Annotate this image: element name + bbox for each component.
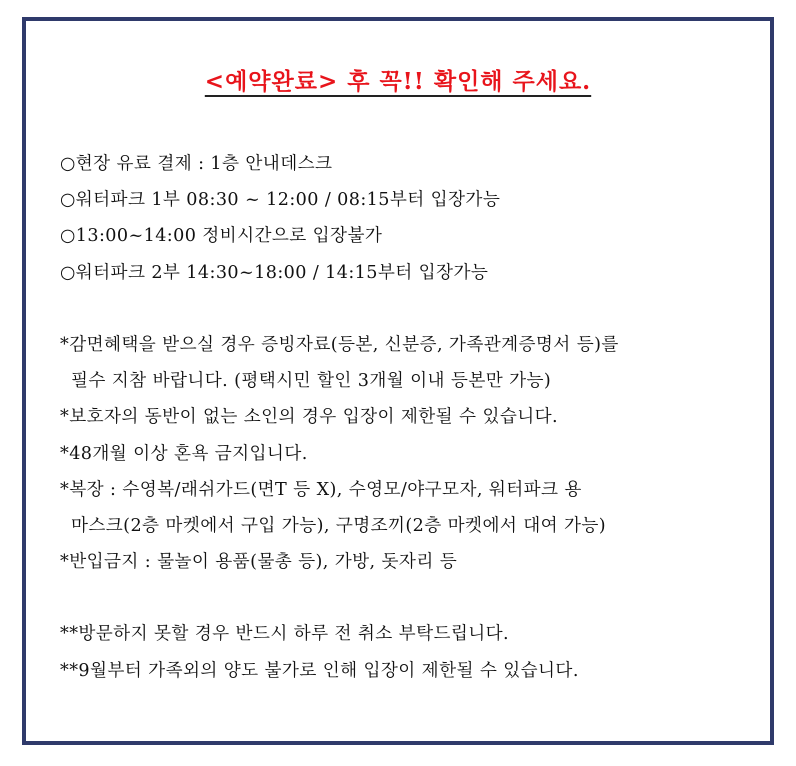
note-transfer: **9월부터 가족외의 양도 불가로 인해 입장이 제한될 수 있습니다.	[60, 660, 579, 681]
note-prohibited: *반입금지 : 물놀이 용품(물총 등), 가방, 돗자리 등	[60, 552, 458, 573]
notice-frame	[22, 17, 774, 745]
notice-title	[26, 63, 770, 96]
note-discount-line2: 필수 지참 바랍니다. (평택시민 할인 3개월 이내 등본만 가능)	[71, 371, 552, 392]
info-payment: ○현장 유료 결제 : 1층 안내데스크	[60, 154, 333, 174]
info-session-2: ○워터파크 2부 14:30~18:00 / 14:15부터 입장가능	[60, 262, 489, 283]
note-discount-line1: *감면혜택을 받으실 경우 증빙자료(등본, 신분증, 가족관계증명서 등)를	[60, 334, 619, 355]
note-dress-line2: 마스크(2층 마켓에서 구입 가능), 구명조끼(2층 마켓에서 대여 가능)	[71, 515, 607, 536]
spacer	[60, 291, 750, 327]
info-session-1: ○워터파크 1부 08:30 ~ 12:00 / 08:15부터 입장가능	[60, 190, 501, 211]
spacer	[60, 580, 750, 616]
note-guardian: *보호자의 동반이 없는 소인의 경우 입장이 제한될 수 있습니다.	[60, 407, 559, 428]
note-cancel: **방문하지 못할 경우 반드시 하루 전 취소 부탁드립니다.	[60, 624, 510, 645]
note-mixed-bathing: *48개월 이상 혼욕 금지입니다.	[60, 443, 308, 464]
notice-body	[60, 146, 750, 689]
notice-title-text: <예약완료> 후 꼭!! 확인해 주세요.	[204, 68, 592, 95]
note-dress-line1: *복장 : 수영복/래쉬가드(면T 등 X), 수영모/야구모자, 워터파크 용	[60, 479, 582, 500]
info-maintenance: ○13:00~14:00 정비시간으로 입장불가	[60, 226, 383, 247]
